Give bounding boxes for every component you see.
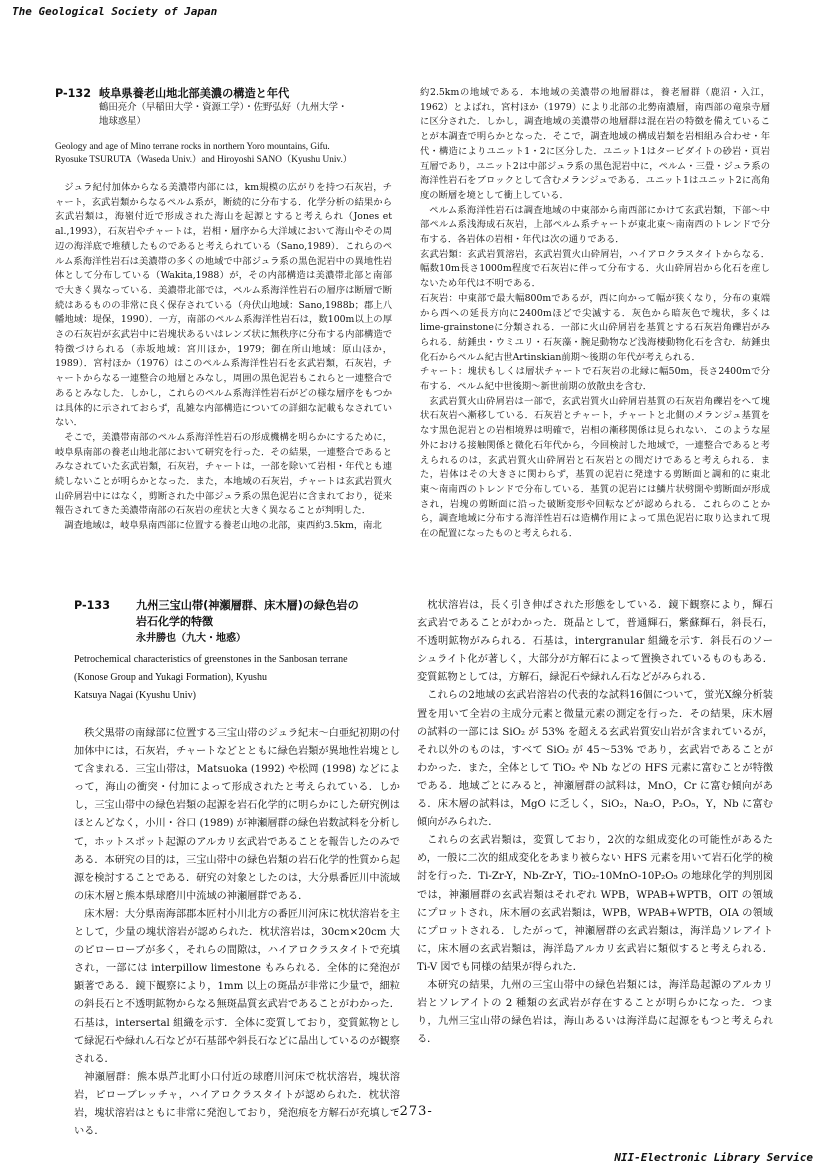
p132-right-paragraph: 石灰岩：中東部で最大幅800mであるが，西に向かって幅が狭くなり，分布の東端から西への延長方向に2400mほどで尖滅する．灰色から暗灰色で塊状，多くはlime-grainstoneに分類される．一部に火山砕屑岩を基質とする石灰岩角礫岩がみられる．紡錘虫・ウミユリ・石灰藻・腕足動物など浅海棲動物化石を含む．紡錘虫化石からペルム紀古世Artinskian前期〜後期の年代が考えられる． <box>420 292 770 363</box>
p133-right-paragraph: 本研究の結果，九州の三宝山帯中の緑色岩類には，海洋島起源のアルカリ岩とソレアイトの 2 種類の玄武岩が存在することが明らかになった．つまり，九州三宝山帯の緑色岩は，海山あるいは海洋島に起源をもつと考えられる． <box>417 979 773 1046</box>
p133-id: P-133 <box>74 599 110 612</box>
p132-id: P-132 <box>55 87 91 100</box>
p132-authors-line2: 地球惑星） <box>99 116 146 127</box>
p132-right-paragraph: 玄武岩質火山砕屑岩は一部で，玄武岩質火山砕屑岩基質の石灰岩角礫岩をへて塊状石灰岩へ漸移している．石灰岩とチャート，チャートと北側のメランジュ基質をなす黒色泥岩との岩相境界は明確で，岩相の漸移関係は見られない．このような屋外における接触関係と微化石年代から，今回検討した地域で，一連整合であると考えられるのは，玄武岩質火山砕屑岩と石灰岩との間だけであると考えられる．また，岩体はその大きさに関わらず，基質の泥岩に発達する剪断面と調和的に東北東〜南南西のトレンドで分布している．基質の泥岩には鱗片状劈開や剪断面が形成され，岩塊の剪断面に沿った破断変形や回転などが認められる．これらのことから，調査地域に分布する海洋性岩石は造構作用によって黒色泥岩に取り込まれて現在の配置になったものと考えられる． <box>420 395 770 540</box>
p132-right-column <box>420 86 770 540</box>
p133-right-paragraph: これらの2地域の玄武岩溶岩の代表的な試料16個について，蛍光X線分析装置を用いて全岩の主成分元素と微量元素の測定を行った．その結果，床木層の試料の一部には SiO₂ が 53% を超える玄武岩質安山岩が含まれているが，それ以外のものは，すべて SiO₂ が 45〜53% であり，玄武岩であることがわかった．また，全体として TiO₂ や Nb などの HFS 元素に富むことが特徴である．地域ごとにみると，神瀬層群の試料は，MnO，Cr に富む傾向がある．床木層の試料は，MgO に乏しく，SiO₂，Na₂O，P₂O₅，Y，Nb に富む傾向がみられた． <box>417 690 773 829</box>
p133-english-title-line1: Petrochemical characteristics of greenstones in the Sanbosan terrane <box>74 654 348 665</box>
p133-title-line1: 九州三宝山帯(神瀬層群、床木層)の緑色岩の <box>136 599 359 612</box>
p133-title-row <box>74 598 400 613</box>
p133-title-line2: 岩石化学的特徴 <box>136 615 213 628</box>
p133-right-paragraph: これらの玄武岩類は，変質しており，2次的な組成変化の可能性があるため，一般に二次的組成変化をあまり被らない HFS 元素を用いて岩石化学的検討を行った．Ti-Zr-Y，Nb-Zr-Y，TiO₂-10MnO-10P₂O₅ の地球化学的判別図では，神瀬層群の玄武岩類はそれぞれ WPB，WPAB+WPTB，OIT の領域にプロットされ，床木層の玄武岩類は，WPB，WPAB+WPTB，OIA の領域にプロットされる．したがって，神瀬層群の玄武岩類は，海洋島ソレアイトに，床木層の玄武岩類は，海洋島アルカリ玄武岩に類似すると考えられる．Ti-V 図でも同様の結果が得られた． <box>417 835 773 973</box>
p133-english-author: Katsuya Nagai (Kyushu Univ) <box>74 690 196 701</box>
society-header: The Geological Society of Japan <box>12 5 218 18</box>
p133-left-paragraph: 神瀬層群：熊本県芦北町小口付近の球磨川河床で枕状溶岩，塊状溶岩，ピローブレッチャ，ハイアロクラスタイトが認められた．枕状溶岩，塊状溶岩はともに非常に発泡しており，発泡痕を方解石が充填している． <box>74 1071 400 1138</box>
p133-author: 永井勝也（九大・地惑） <box>136 633 246 644</box>
p133-right-paragraph: 枕状溶岩は，長く引き伸ばされた形態をしている．鏡下観察により，輝石玄武岩であることがわかった．斑晶として，普通輝石，紫蘇輝石，斜長石，不透明鉱物がみられる．石基は，intergranular 組織を示す．斜長石のソーシュライト化が著しく，大部分が方解石によって置換されているものもある．変質鉱物としては，方解石，緑泥石や緑れん石などがみられる． <box>417 600 773 684</box>
p132-left-body <box>55 181 392 534</box>
p133-english-title-line2: (Konose Group and Yukagi Formation), Kyushu <box>74 672 267 683</box>
library-service-footer: NII-Electronic Library Service <box>614 1151 813 1164</box>
p133-left-body <box>74 725 400 1141</box>
p132-right-paragraph: 約2.5kmの地域である．本地域の美濃帯の地層群は，養老層群（鹿沼・入江，1962）とよばれ，宮村ほか（1979）により北部の北勢南濃層，南西部の竜泉寺層に区分された．しかし，調査地域の美濃帯の地層群は混在岩の特徴を備えていることが本調査で明らかとなった．そこで，調査地域の構成岩類を岩相組み合わせ・年代・構造によりユニット1・2に区分した．ユニット1はタービダイトの砂岩・頁岩互層であり，ユニット2は中部ジュラ系の黒色泥岩中に，ペルム・三畳・ジュラ系の海洋性岩石をブロックとして含むメランジュである．ユニット1はユニット2に高角度の断層を境として衝上している． <box>420 87 770 201</box>
p132-authors-line1: 鶴田亮介（早稲田大学・資源工学）・佐野弘好（九州大学・ <box>99 102 348 113</box>
p132-english-title: Geology and age of Mino terrane rocks in northern Yoro mountains, Gifu. <box>55 142 330 152</box>
p132-english-authors: Ryosuke TSURUTA（Waseda Univ.）and Hiroyoshi SANO（Kyushu Univ.） <box>55 155 353 165</box>
p133-right-column <box>417 597 773 1063</box>
page-number: -273- <box>394 1104 433 1119</box>
p132-left-paragraph: そこで，美濃帯南部のペルム系海洋性岩石の形成機構を明らかにするために，岐阜県南部の養老山地北部において研究を行った．その結果，一連整合であるとみなされていた玄武岩類，石灰岩，チャートは，一部を除いて岩相・年代とも連続しないことが明らかとなった．また，本地域の石灰岩，チャートは玄武岩質火山砕屑岩中にはなく，剪断された中部ジュラ系の黒色泥岩に含まれており，従来報告されてきた美濃帯南部の石灰岩の産状と大きく異なることが判明した． <box>55 431 392 517</box>
p132-left-column <box>55 86 392 532</box>
p132-left-paragraph: 調査地域は，岐阜県南西部に位置する養老山地の北部，東西約3.5km，南北 <box>64 520 382 532</box>
p133-left-paragraph: 床木層：大分県南海部郡本匠村小川北方の番匠川河床に枕状溶岩を主として，少量の塊状溶岩が認められた．枕状溶岩は，30cm×20cm 大のピローローブが多く，それらの間隙は，ハイアロクラスタイトで充填され，一部には interpillow limestone もみられる．全体的に発泡が顕著である．鏡下観察により，1mm 以上の斑晶が非常に少量で，細粒の斜長石と不透明鉱物からなる無斑晶質玄武岩であることがわかった．石基は，intersertal 組織を示す．全体に変質しており，変質鉱物として緑泥石や緑れん石などが石基部や斜長石などに晶出しているのが観察される． <box>74 908 400 1065</box>
p132-right-paragraph: チャート：塊状もしくは層状チャートで石灰岩の北縁に幅50m，長さ2400mで分布する．ペルム紀中世後期〜新世前期の放散虫を含む． <box>420 366 770 393</box>
p132-right-paragraph: ペルム系海洋性岩石は調査地域の中東部から南西部にかけて玄武岩類，下部〜中部ペルム系浅海成石灰岩，上部ペルム系チャートが東北東〜南南西のトレンドで分布する．各岩体の岩相・年代は次の通りである． <box>420 204 770 246</box>
p133-left-paragraph: 秩父黒帯の南縁部に位置する三宝山帯のジュラ紀末〜白亜紀初期の付加体中には，石灰岩，チャートなどとともに緑色岩類が異地性岩塊として含まれる．三宝山帯は，Matsuoka (1992) や松岡 (1998) などによって，海山の衝突・付加によって形成されたと考えられている．しかし，三宝山帯中の緑色岩類の起源を岩石化学的に明らかにした研究例はほとんどなく，小川・谷口 (1989) が神瀬層群の緑色岩数試料を分析して，ホットスポット起源のアルカリ玄武岩であることを報告したのみである．本研究の目的は，三宝山帯中の緑色岩類の岩石化学的性質から起源を検討することである．研究の対象としたのは，大分県番匠川中流域の床木層と熊本県球磨川中流域の神瀬層群である． <box>74 728 400 902</box>
p132-title: 岐阜県養老山地北部美濃の構造と年代 <box>99 87 290 100</box>
p132-title-row <box>55 86 392 101</box>
p132-left-paragraph: ジュラ紀付加体からなる美濃帯内部には，km規模の広がりを持つ石灰岩，チャート，玄武岩類からなるペルム系が，断続的に分布する．化学分析の結果から玄武岩類は，海嶺付近で形成された海山を起源とすると考えられ（Jones et al.,1993），石灰岩やチャートは，岩相・層序から大洋域において海山やその周辺の海洋底で堆積したものであると考えられている（Sano,1989）．これらのペルム系海洋性岩石は美濃帯の多くの地域で中部ジュラ系の黒色泥岩中の異地性岩体として分布している（Wakita,1988）が，その内部構造は美濃帯北部と南部で大きく異なっている．美濃帯北部では，ペルム系海洋性岩石の層序は断層で断続はあるものの非常に良く保存されている（舟伏山地域：Sano,1988b；郡上八幡地域：堤保，1990）．一方，南部のペルム系海洋性岩石は，数100m以上の厚さの石灰岩が玄武岩中に岩塊状あるいはレンズ状に無秩序に分布する内部構造で特徴づけられる（赤坂地域：宮川ほか，1979；御在所山地域：原山ほか，1989）．宮村ほか（1976）はこのペルム系海洋性岩石を玄武岩類，石灰岩，チャートからなる一連整合の地層とみなし，周囲の黒色泥岩もこれらと一連整合であるとみなした．しかし，これらのペルム系海洋性岩石がどの様な層序をもつかは具体的に示されておらず，乱雑な内部構造についての詳細な記載もなされていない． <box>55 182 392 429</box>
p133-left-column <box>74 598 400 1138</box>
p132-right-paragraph: 玄武岩類：玄武岩質溶岩，玄武岩質火山砕屑岩，ハイアロクラスタイトからなる．幅数10m長さ1000m程度で石灰岩に伴って分布する．火山砕屑岩から化石を産しないため年代は不明である． <box>420 248 770 290</box>
